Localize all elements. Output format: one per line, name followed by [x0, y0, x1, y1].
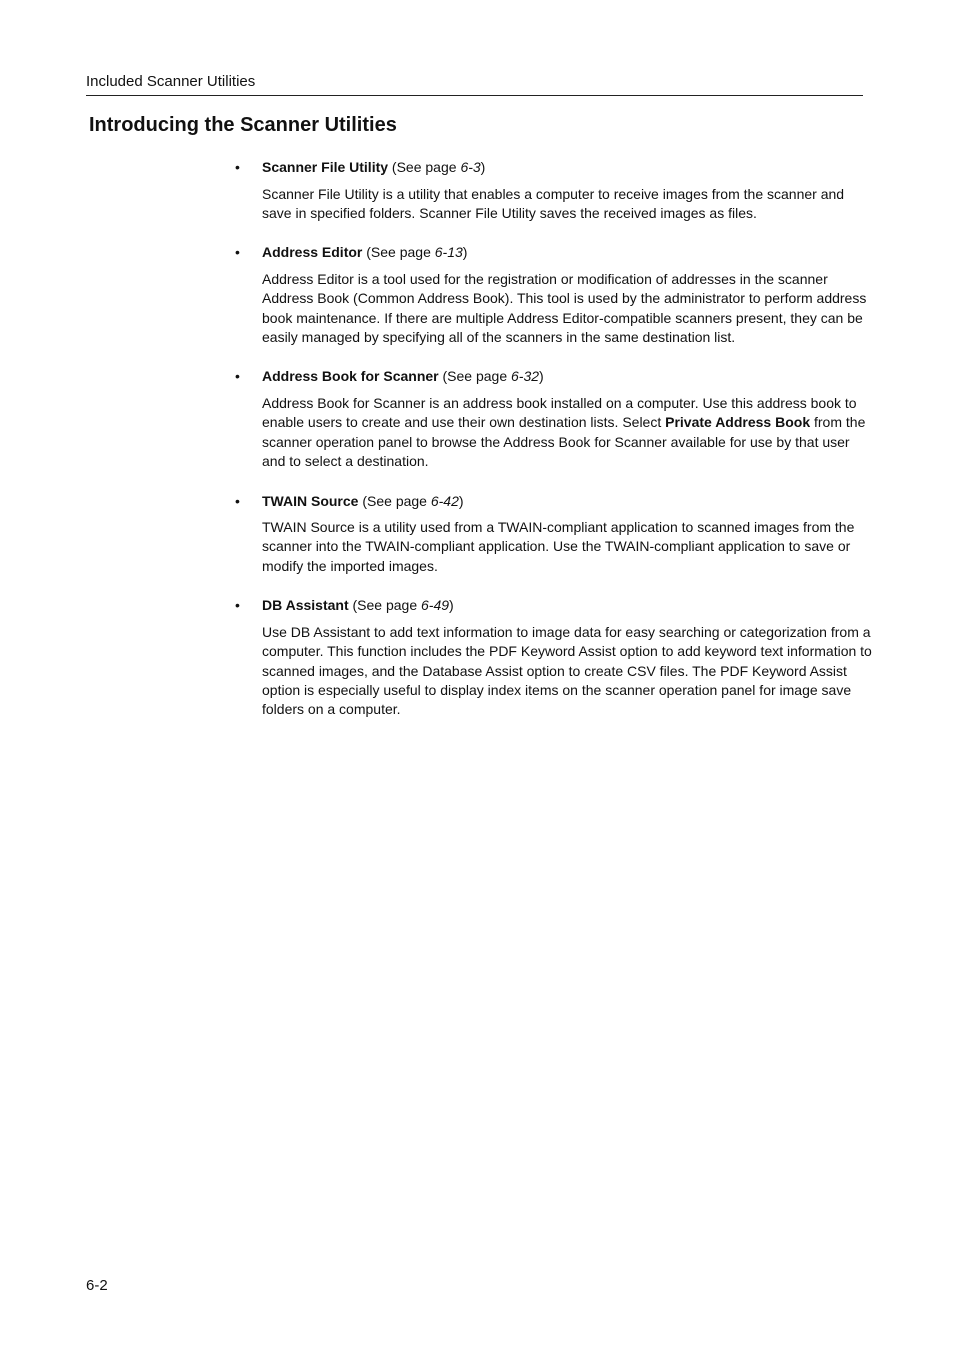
utility-heading [233, 158, 873, 178]
see-page-prefix: (See page [358, 492, 431, 509]
utility-name: Scanner File Utility [262, 159, 389, 175]
description-text: from the scanner operation panel to browse the Address Book for Scanner available for use by that user and to select a destination. [262, 414, 866, 470]
utility-description: Use DB Assistant to add text information to image data for easy searching or categorization from a computer. This function includes the PDF Keyword Assist option to add keyword text information to scanned images, and the Database Assist option to create CSV files. The PDF Keyword Assist option is especially useful to display index items on the scanner operation panel for image save folders on a computer. [262, 623, 872, 718]
bullet-icon: • [235, 368, 240, 385]
header-rule [86, 95, 863, 96]
utility-description: Address Editor is a tool used for the registration or modification of addresses in the scanner Address Book (Common Address Book). This tool is used by the administrator to perform address book maintenance. If there are multiple Address Editor-compatible scanners present, they can be easily managed by specifying all of the scanners in the same destination list. [262, 270, 867, 346]
utility-list [233, 158, 873, 740]
utility-name: DB Assistant [262, 597, 349, 614]
section-title: Introducing the Scanner Utilities [89, 114, 397, 136]
see-page-prefix: (See page [348, 597, 422, 614]
bullet-icon: • [235, 244, 240, 261]
utility-heading [233, 243, 873, 263]
bullet-icon: • [235, 492, 240, 509]
list-item-address-editor [233, 243, 873, 347]
list-item-scanner-file-utility [233, 158, 873, 223]
see-page-prefix: (See page [388, 159, 461, 175]
utility-description [262, 394, 873, 472]
see-page-prefix: (See page [438, 368, 511, 385]
list-item-twain-source [233, 492, 873, 577]
list-item-address-book-for-scanner [233, 367, 873, 471]
bullet-icon: • [235, 159, 240, 175]
page-reference-link[interactable]: 6-3 [460, 159, 481, 175]
utility-name: Address Book for Scanner [262, 368, 439, 385]
utility-name: TWAIN Source [262, 492, 359, 509]
utility-heading [233, 492, 873, 512]
private-address-book-term: Private Address Book [665, 414, 811, 431]
see-page-prefix: (See page [362, 244, 435, 261]
description-text: Address Book for Scanner is an address book installed on a computer. Use this address book to enable users to create and use their own destination lists. Select [262, 394, 857, 431]
page-number: 6-2 [86, 1277, 108, 1294]
see-page-suffix: ) [458, 492, 464, 509]
see-page-suffix: ) [462, 244, 468, 261]
utility-name: Address Editor [262, 244, 363, 261]
see-page-suffix: ) [449, 597, 454, 614]
page-reference-link[interactable]: 6-32 [511, 368, 540, 385]
running-header: Included Scanner Utilities [86, 73, 256, 90]
page-reference-link[interactable]: 6-49 [421, 597, 450, 614]
list-item-db-assistant [233, 596, 873, 720]
see-page-suffix: ) [480, 159, 486, 175]
bullet-icon: • [235, 597, 240, 614]
page-reference-link[interactable]: 6-42 [430, 492, 459, 509]
see-page-suffix: ) [539, 368, 544, 385]
utility-heading [233, 367, 873, 387]
utility-description: Scanner File Utility is a utility that enables a computer to receive images from the scanner and save in specified folders. Scanner File Utility saves the received images as files. [262, 185, 845, 221]
utility-heading [233, 596, 873, 616]
page-reference-link[interactable]: 6-13 [434, 244, 463, 261]
utility-description: TWAIN Source is a utility used from a TWAIN-compliant application to scanned images from the scanner into the TWAIN-compliant application. Use the TWAIN-compliant application to save or modify the imported images. [262, 519, 855, 574]
